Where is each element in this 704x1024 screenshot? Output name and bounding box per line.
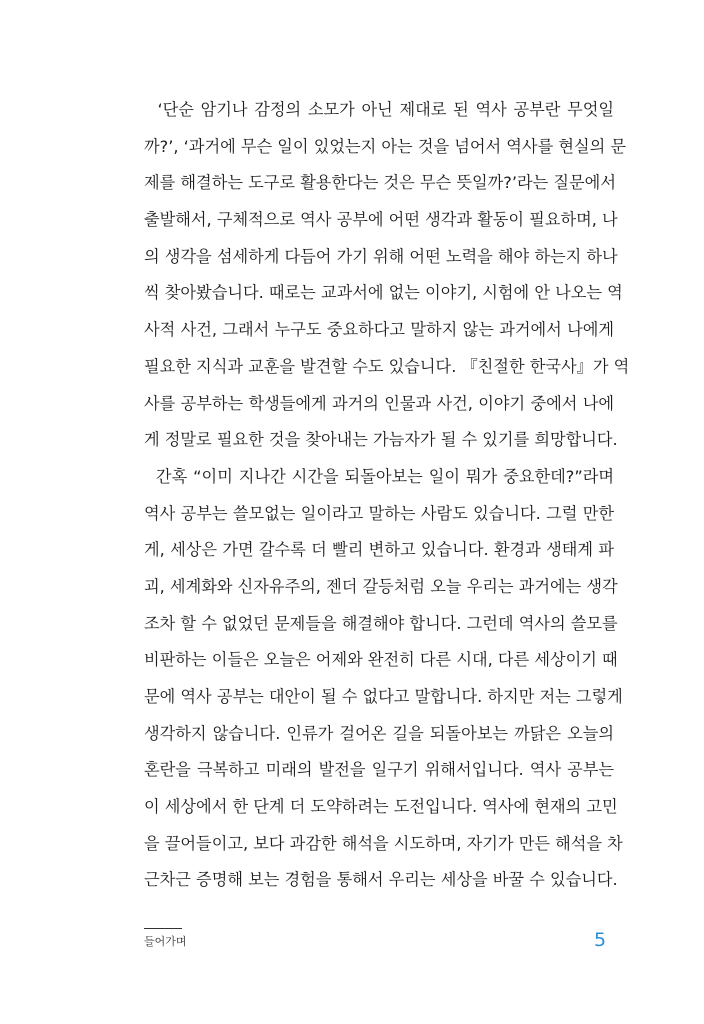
text-line: 비판하는 이들은 오늘은 어제와 완전히 다른 시대, 다른 세상이기 때: [144, 650, 618, 670]
text-line: 이 세상에서 한 단계 더 도약하려는 도전입니다. 역사에 현재의 고민: [144, 797, 618, 817]
text-line: 조차 할 수 없었던 문제들을 해결해야 합니다. 그런데 역사의 쓸모를: [144, 613, 618, 633]
text-line: 제를 해결하는 도구로 활용한다는 것은 무슨 뜻일까?’라는 질문에서: [144, 173, 616, 193]
text-line: 필요한 지식과 교훈을 발견할 수도 있습니다. 『친절한 한국사』가 역: [144, 356, 630, 376]
text-line: 을 끌어들이고, 보다 과감한 해석을 시도하며, 자기가 만든 해석을 차: [144, 833, 623, 853]
text-line: 까?’, ‘과거에 무슨 일이 있었는지 아는 것을 넘어서 역사를 현실의 문: [144, 136, 627, 156]
text-line: 게, 세상은 가면 갈수록 더 빨리 변하고 있습니다. 환경과 생태계 파: [144, 540, 614, 560]
text-line: 생각하지 않습니다. 인류가 걸어온 길을 되돌아보는 까닭은 오늘의: [144, 723, 614, 743]
text-line: 게 정말로 필요한 것을 찾아내는 가늠자가 될 수 있기를 희망합니다.: [144, 430, 618, 450]
text-line: 문에 역사 공부는 대안이 될 수 없다고 말합니다. 하지만 저는 그렇게: [144, 687, 623, 706]
text-line: 씩 찾아봤습니다. 때로는 교과서에 없는 이야기, 시험에 안 나오는 역: [144, 283, 623, 303]
paragraph-1: [144, 92, 630, 459]
text-line: 사적 사건, 그래서 누구도 중요하다고 말하지 않는 과거에서 나에게: [144, 320, 614, 340]
page-number: 5: [594, 929, 607, 951]
text-line: 의 생각을 섬세하게 다듬어 가기 위해 어떤 노력을 해야 하는지 하나: [144, 246, 618, 266]
body-text: [144, 92, 630, 899]
text-line: 괴, 세계화와 신자유주의, 젠더 갈등처럼 오늘 우리는 과거에는 생각: [144, 576, 618, 596]
footer-divider: [144, 928, 182, 929]
text-line: 근차근 증명해 보는 경험을 통해서 우리는 세상을 바꿀 수 있습니다.: [144, 870, 618, 890]
text-line: ‘단순 암기나 감정의 소모가 아닌 제대로 된 역사 공부란 무엇일: [144, 100, 614, 119]
footer-section-title: 들어가며: [144, 935, 187, 948]
paragraph-2: [144, 459, 623, 899]
text-line: 혼란을 극복하고 미래의 발전을 일구기 위해서입니다. 역사 공부는: [144, 760, 614, 780]
text-line: 사를 공부하는 학생들에게 과거의 인물과 사건, 이야기 중에서 나에: [144, 393, 614, 413]
text-line: 간혹 “이미 지나간 시간을 되돌아보는 일이 뭐가 중요한데?”라며: [144, 466, 614, 486]
text-line: 출발해서, 구체적으로 역사 공부에 어떤 생각과 활동이 필요하며, 나: [144, 210, 618, 230]
text-line: 역사 공부는 쓸모없는 일이라고 말하는 사람도 있습니다. 그럴 만한: [144, 503, 614, 523]
